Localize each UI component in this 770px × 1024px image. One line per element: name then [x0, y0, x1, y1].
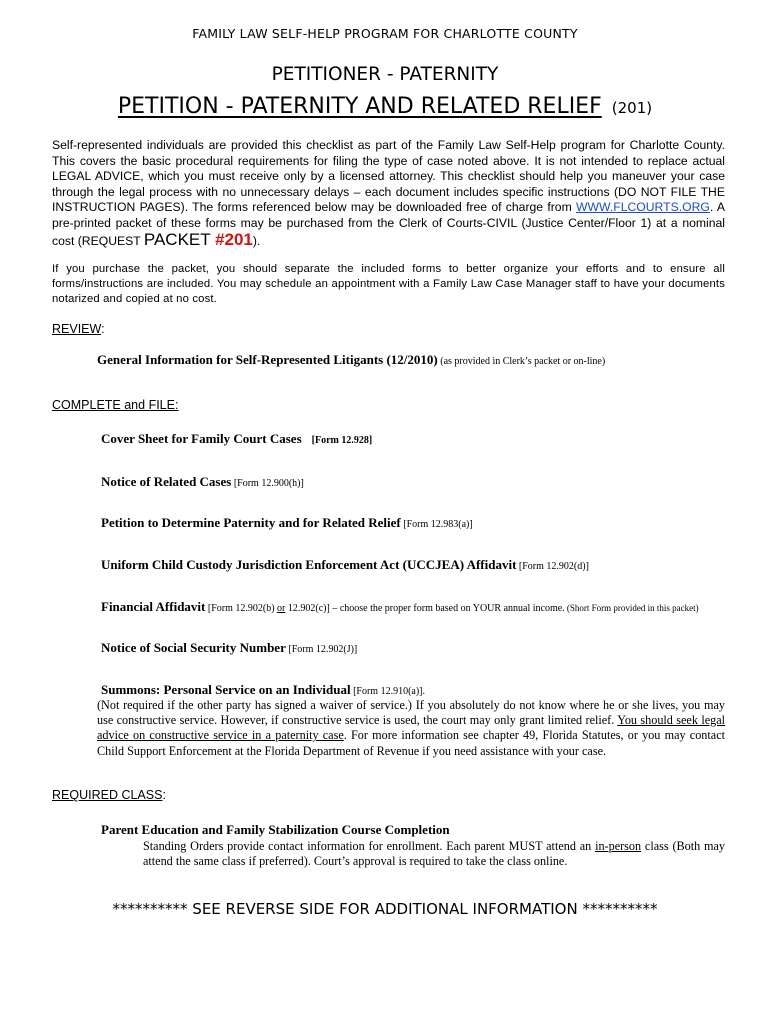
item-form: [Form 12.910(a)]. — [350, 686, 426, 697]
item-form: [Form 12.902(d)] — [516, 561, 589, 572]
item-title: Notice of Social Security Number — [101, 640, 286, 655]
item-title: Petition to Determine Paternity and for Related Relief — [101, 515, 401, 530]
packet-word: PACKET — [143, 229, 216, 249]
summons-note-text-1: (Not required if the other party has signed a waiver of service.) If you absolutely do not know where he or she lives, you may use constructive service. However, if constructive service is used, the court may only grant limited relief. — [97, 698, 725, 728]
summons-note — [97, 698, 725, 759]
item-title: Cover Sheet for Family Court Cases — [101, 431, 302, 446]
review-item — [97, 352, 605, 368]
item-form: [Form 12.900(h)] — [231, 478, 304, 489]
item-form: [Form 12.928] — [311, 435, 373, 446]
item-title: Parent Education and Family Stabilization Course Completion — [101, 822, 450, 837]
reverse-side-notice: ********** SEE REVERSE SIDE FOR ADDITIONAL INFORMATION ********** — [112, 900, 658, 918]
item-form-detail: 12.902(c)] – choose the proper form based on YOUR annual income. — [285, 603, 565, 614]
checklist-item-ssn[interactable] — [97, 640, 357, 656]
document-subtitle: PETITIONER - PATERNITY — [271, 64, 499, 85]
summons-note-text-2: . For more information see chapter 49, Florida Statutes, or you may contact Child Support Enforcement at the Florida Department of Revenue if you need assistance with your case. — [97, 728, 725, 758]
item-form-note: (Short Form provided in this packet) — [564, 603, 699, 613]
packet-paragraph: If you purchase the packet, you should separate the included forms to better organize your efforts and to ensure all forms/instructions are included. You may schedule an appointment with a Family Law Case Manager staff to have your documents notarized and copied at no cost. — [52, 263, 725, 305]
intro-text-2: . A pre-printed packet of these forms may be purchased from the Clerk of Courts-CIVIL (Justice Center/Floor 1) at a nominal cost (REQUEST — [52, 200, 726, 248]
review-item-title: General Information for Self-Represented Litigants (12/2010) — [97, 352, 438, 367]
review-heading — [52, 322, 105, 336]
item-form: [Form 12.902(b) — [205, 603, 278, 614]
program-header: FAMILY LAW SELF-HELP PROGRAM FOR CHARLOTTE COUNTY — [192, 26, 578, 41]
checklist-item-parent-education[interactable] — [97, 822, 450, 838]
item-form-or: or — [277, 603, 286, 614]
class-note-text-2: class (Both may attend the same class if preferred). Court’s approval is required to take the class online. — [143, 839, 726, 869]
checklist-item-petition[interactable] — [97, 515, 473, 531]
class-note-emphasis: in-person — [595, 839, 642, 853]
item-title: Notice of Related Cases — [101, 474, 232, 489]
item-title: Financial Affidavit — [101, 599, 206, 614]
intro-text-3: ). — [252, 233, 261, 248]
review-item-note: (as provided in Clerk’s packet or on-line) — [437, 356, 606, 367]
intro-text-1: Self-represented individuals are provided this checklist as part of the Family Law Self-Help program for Charlotte County. This covers the basic procedural requirements for filing the type of case noted above. It is not intended to replace actual LEGAL ADVICE, which you must receive only by a licensed attorney. This checklist should help you maneuver your case through the legal process with no unnecessary delays – each document includes specific instructions (DO NOT FILE THE INSTRUCTION PAGES). The forms referenced below may be downloaded free of charge from — [52, 138, 725, 215]
document-title-text: PETITION - PATERNITY AND RELATED RELIEF — [117, 94, 602, 119]
required-class-heading — [52, 788, 166, 802]
checklist-item-summons[interactable] — [97, 682, 425, 698]
summons-note-emphasis: You should seek legal advice on constructive service in a paternity case — [97, 713, 725, 743]
checklist-item-financial-affidavit[interactable] — [97, 599, 699, 615]
document-title — [0, 94, 770, 119]
item-form: [Form 12.902(J)] — [285, 644, 358, 655]
required-class-colon: : — [162, 788, 166, 802]
review-label: REVIEW — [52, 322, 102, 336]
complete-label: COMPLETE and FILE: — [52, 398, 179, 412]
required-class-label: REQUIRED CLASS — [52, 788, 163, 802]
flcourts-link[interactable]: WWW.FLCOURTS.ORG — [576, 200, 710, 215]
checklist-item-cover-sheet[interactable] — [97, 431, 372, 447]
packet-number: #201 — [215, 229, 253, 249]
item-form: [Form 12.983(a)] — [400, 519, 473, 530]
item-title: Uniform Child Custody Jurisdiction Enforcement Act (UCCJEA) Affidavit — [101, 557, 517, 572]
checklist-item-uccjea[interactable] — [97, 557, 589, 573]
class-note-text-1: Standing Orders provide contact information for enrollment. Each parent MUST attend an — [143, 839, 596, 853]
document-code: (201) — [611, 99, 653, 117]
review-colon: : — [101, 322, 105, 336]
intro-paragraph — [52, 138, 725, 249]
complete-heading — [52, 398, 178, 412]
checklist-item-related-cases[interactable] — [97, 474, 304, 490]
parent-education-note — [143, 839, 725, 869]
item-title: Summons: Personal Service on an Individual — [101, 682, 351, 697]
